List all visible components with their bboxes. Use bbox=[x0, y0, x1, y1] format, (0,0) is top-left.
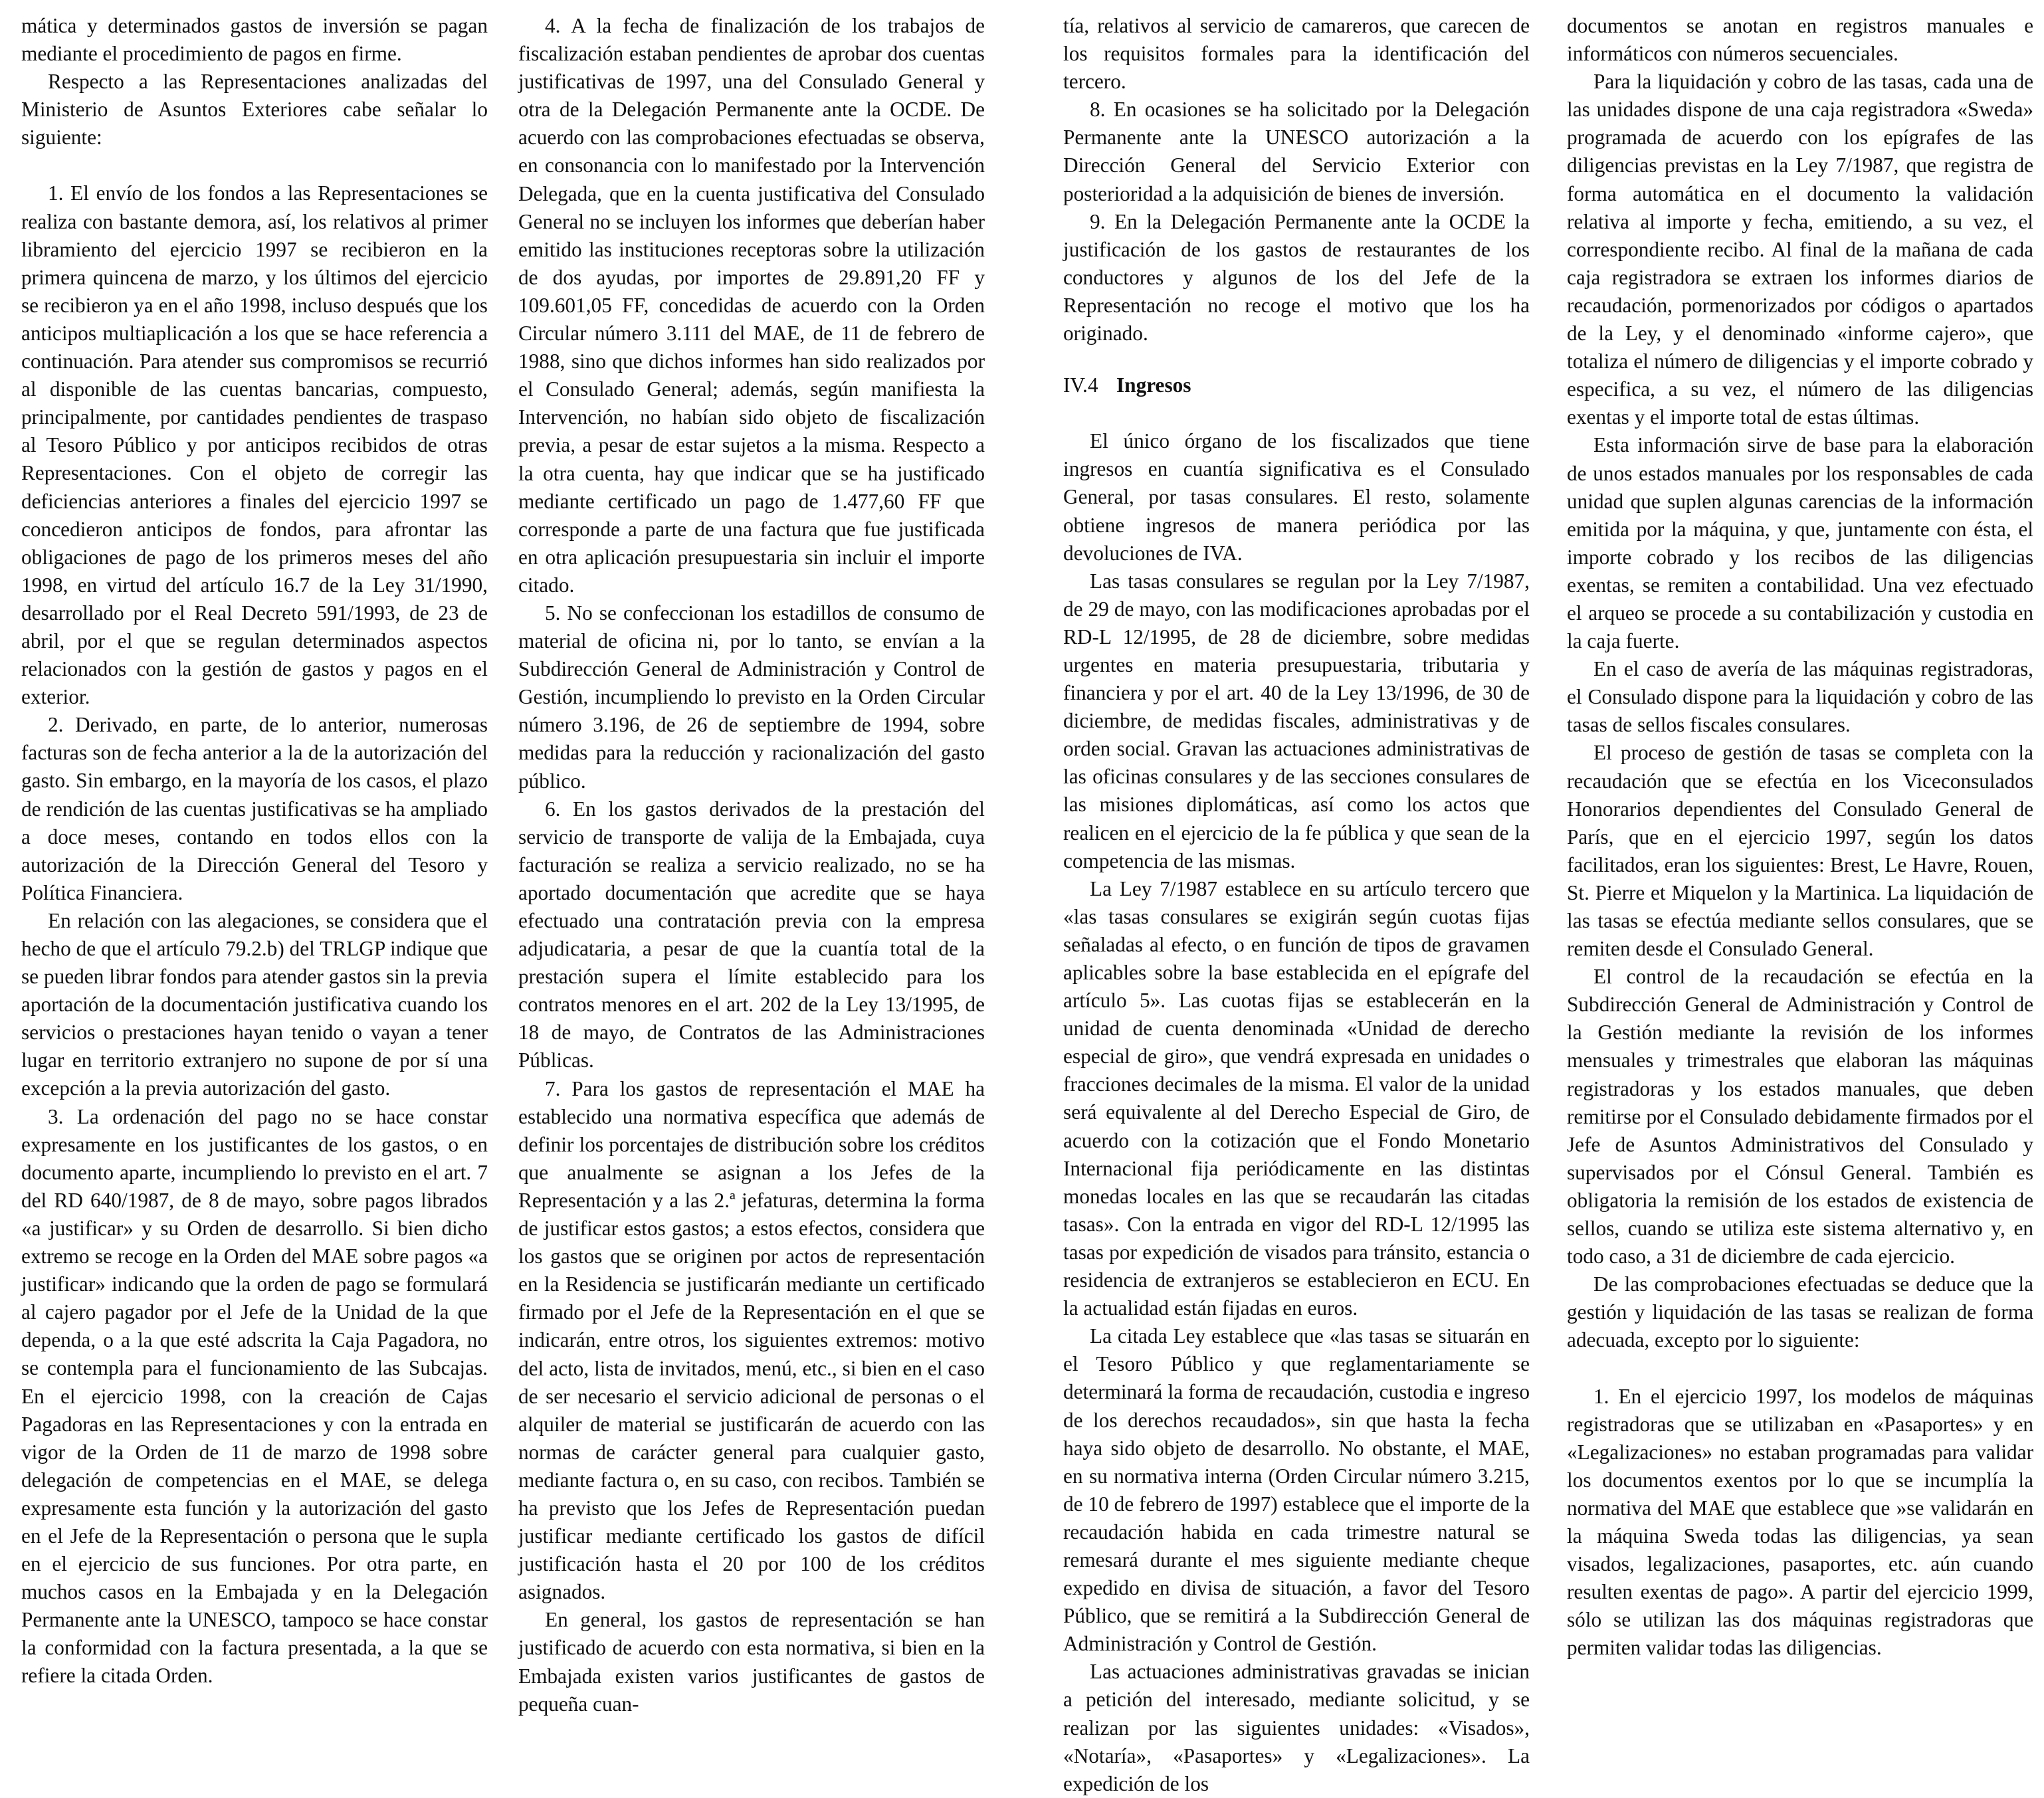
paragraph: En el caso de avería de las máquinas registradoras, el Consulado dispone para la liquidación y cobro de las tasas de sellos fiscales consulares. bbox=[1567, 657, 2033, 737]
paragraph: 3. La ordenación del pago no se hace constar expresamente en los justificantes de los gastos, o en documento aparte, incumpliendo lo previsto en el art. 7 del RD 640/1987, de 8 de mayo, sobre pagos librados «a justificar» y su Orden de desarrollo. Si bien dicho extremo se recoge en la Orden del MAE sobre pagos «a justificar» indicando que la orden de pago se formulará al cajero pagador por el Jefe de la Unidad de la que dependa, o a la que esté adscrita la Caja Pagadora, no se contempla para el funcionamiento de las Subcajas. En el ejercicio 1998, con la creación de Cajas Pagadoras en las Representaciones y con la entrada en vigor de la Orden de 11 de marzo de 1998 sobre delegación de competencias en el MAE, se delega expresamente esta función y la autorización del gasto en el Jefe de la Representación o persona que le supla en el ejercicio de sus funciones. Por otra parte, en muchos casos en la Embajada y en la Delegación Permanente ante la UNESCO, tampoco se hace constar la conformidad con la factura presentada, a la que se refiere la citada Orden. bbox=[21, 1104, 488, 1688]
paragraph: La Ley 7/1987 establece en su artículo tercero que «las tasas consulares se exigirán según cuotas fijas señaladas al efecto, o en función de tipos de gravamen aplicables sobre la base establecida en el epígrafe del artículo 5». Las cuotas fijas se establecerán en la unidad de cuenta denominada «Unidad de derecho especial de giro», que vendrá expresada en unidades o fracciones decimales de la misma. El valor de la unidad será equivalente al del Derecho Especial de Giro, de acuerdo con la cotización que el Fondo Monetario Internacional fija periódicamente en las distintas monedas locales en las que se recaudarán las citadas tasas». Con la entrada en vigor del RD-L 12/1995 las tasas por expedición de visados para tránsito, estancia o residencia de extranjeros se establecieron en ECU. En la actualidad están fijadas en euros. bbox=[1063, 876, 1530, 1320]
section-title: Ingresos bbox=[1116, 373, 1191, 397]
paragraph: La citada Ley establece que «las tasas se situarán en el Tesoro Público y que reglamentariamente se determinará la forma de recaudación, custodia e ingreso de los derechos recaudados», sin que hasta la fecha haya sido objeto de desarrollo. No obstante, el MAE, en su normativa interna (Orden Circular número 3.215, de 10 de febrero de 1997) establece que el importe de la recaudación habida en cada trimestre natural se remesará durante el mes siguiente mediante cheque expedido en divisa de situación, a favor del Tesoro Público, que se remitirá a la Subdirección General de Administración y Control de Gestión. bbox=[1063, 1324, 1530, 1656]
paragraph: Las tasas consulares se regulan por la Ley 7/1987, de 29 de mayo, con las modificaciones aprobadas por el RD-L 12/1995, de 28 de diciembre, sobre medidas urgentes en materia presupuestaria, tributaria y financiera y por el art. 40 de la Ley 13/1996, de 30 de diciembre, de medidas fiscales, administrativas y de orden social. Gravan las actuaciones administrativas de las oficinas consulares y de las secciones consulares de las misiones diplomáticas, así como los actos que realicen en el ejercicio de la fe pública y que sean de la competencia de las mismas. bbox=[1063, 569, 1530, 872]
paragraph: El proceso de gestión de tasas se completa con la recaudación que se efectúa en los Viceconsulados Honorarios dependientes del Consulado General de París, que en el ejercicio 1997, según los datos facilitados, eran los siguientes: Brest, Le Havre, Rouen, St. Pierre et Miquelon y la Martinica. La liquidación de las tasas se efectúa mediante sellos consulares, que se remiten desde el Consulado General. bbox=[1567, 741, 2033, 961]
paragraph: 8. En ocasiones se ha solicitado por la Delegación Permanente ante la UNESCO autorización a la Dirección General del Servicio Exterior con posterioridad a la adquisición de bienes de inversión. bbox=[1063, 98, 1530, 205]
column-1 bbox=[21, 12, 488, 1690]
paragraph: 1. En el ejercicio 1997, los modelos de máquinas registradoras que se utilizaban en «Pasaportes» y en «Legalizaciones» no estaban programadas para validar los documentos exentos por lo que se incumplía la normativa del MAE que establece que »se validarán en la máquina Sweda todas las diligencias, ya sean visados, legalizaciones, pasaportes, etc. aún cuando resulten exentas de pago». A partir del ejercicio 1999, sólo se utilizan las dos máquinas registradoras que permiten validar todas las diligencias. bbox=[1567, 1384, 2033, 1660]
right-page bbox=[1022, 0, 2044, 1795]
paragraph: 5. No se confeccionan los estadillos de consumo de material de oficina ni, por lo tanto, se envían a la Subdirección General de Administración y Control de Gestión, incumpliendo lo previsto en la Orden Circular número 3.196, de 26 de septiembre de 1994, sobre medidas para la reducción y racionalización del gasto público. bbox=[518, 601, 985, 793]
paragraph: 6. En los gastos derivados de la prestación del servicio de transporte de valija de la Embajada, cuya facturación se realiza a servicio realizado, no se ha aportado documentación que acredite que se haya efectuado una contratación previa con la empresa adjudicataria, a pesar de que la cuantía total de la prestación supera el límite establecido para los contratos menores en el art. 202 de la Ley 13/1995, de 18 de mayo, de Contratos de las Administraciones Públicas. bbox=[518, 797, 985, 1072]
paragraph: tía, relativos al servicio de camareros, que carecen de los requisitos formales para la identificación del tercero. bbox=[1063, 14, 1530, 94]
paragraph: 1. El envío de los fondos a las Representaciones se realiza con bastante demora, así, los relativos al primer libramiento del ejercicio 1997 se recibieron en la primera quincena de marzo, y los últimos del ejercicio se recibieron ya en el año 1998, incluso después que los anticipos multiaplicación a los que se hace referencia a continuación. Para atender sus compromisos se recurrió al disponible de las cuentas bancarias, compuesto, principalmente, por cantidades pendientes de traspaso al Tesoro Público y por anticipos recibidos de otras Representaciones. Con el objeto de corregir las deficiencias anteriores a finales del ejercicio 1997 se concedieron anticipos de fondos, para afrontar las obligaciones de pago de los primeros meses del año 1998, en virtud del artículo 16.7 de la Ley 31/1990, desarrollado por el Real Decreto 591/1993, de 23 de abril, por el que se regulan determinados aspectos relacionados con la gestión de gastos y pagos en el exterior. bbox=[21, 181, 488, 709]
paragraph: Las actuaciones administrativas gravadas se inician a petición del interesado, mediante solicitud, y se realizan por las siguientes unidades: «Visados», «Notaría», «Pasaportes» y «Legalizaciones». La expedición de los bbox=[1063, 1660, 1530, 1795]
paragraph: En general, los gastos de representación se han justificado de acuerdo con esta normativa, si bien en la Embajada existen varios justificantes de gastos de pequeña cuan- bbox=[518, 1608, 985, 1716]
paragraph: 7. Para los gastos de representación el MAE ha establecido una normativa específica que además de definir los porcentajes de distribución sobre los créditos que anualmente se asignan a los Jefes de la Representación y a las 2.ª jefaturas, determina la forma de justificar estos gastos; a estos efectos, considera que los gastos que se originen por actos de representación en la Residencia se justificarán mediante un certificado firmado por el Jefe de la Representación en el que se indicarán, entre otros, los siguientes extremos: motivo del acto, lista de invitados, menú, etc., si bien en el caso de ser necesario el servicio adicional de personas o el alquiler de material se justificarán de acuerdo con las normas de carácter general para cualquier gasto, mediante factura o, en su caso, con recibos. También se ha previsto que los Jefes de Representación puedan justificar mediante certificado los gastos de difícil justificación hasta el 20 por 100 de los créditos asignados. bbox=[518, 1076, 985, 1604]
paragraph: 4. A la fecha de finalización de los trabajos de fiscalización estaban pendientes de aprobar dos cuentas justificativas de 1997, una del Consulado General y otra de la Delegación Permanente ante la OCDE. De acuerdo con las comprobaciones efectuadas se observa, en consonancia con lo manifestado por la Intervención Delegada, que en la cuenta justificativa del Consulado General no se incluyen los informes que deberían haber emitido las instituciones receptoras sobre la utilización de dos ayudas, por importes de 29.891,20 FF y 109.601,05 FF, concedidas de acuerdo con la Orden Circular número 3.111 del MAE, de 11 de febrero de 1988, sino que dichos informes han sido realizados por el Consulado General; además, según manifiesta la Intervención, no habían sido objeto de fiscalización previa, a pesar de estar sujetos a la misma. Respecto a la otra cuenta, hay que indicar que se ha justificado mediante certificado un pago de 1.477,60 FF que corresponde a parte de una factura que fue justificada en otra aplicación presupuestaria sin incluir el importe citado. bbox=[518, 14, 985, 597]
paragraph: En relación con las alegaciones, se considera que el hecho de que el artículo 79.2.b) del TRLGP indique que se pueden librar fondos para atender gastos sin la previa aportación de la documentación justificativa cuando los servicios o prestaciones hayan tenido o vayan a tener lugar en territorio extranjero no supone de por sí una excepción a la previa autorización del gasto. bbox=[21, 908, 488, 1100]
paragraph: 2. Derivado, en parte, de lo anterior, numerosas facturas son de fecha anterior a la de la autorización del gasto. Sin embargo, en la mayoría de los casos, el plazo de rendición de las cuentas justificativas se ha ampliado a doce meses, contando en todos ellos con la autorización de la Dirección General del Tesoro y Política Financiera. bbox=[21, 713, 488, 904]
left-page bbox=[0, 0, 1022, 1716]
paragraph: Para la liquidación y cobro de las tasas, cada una de las unidades dispone de una caja registradora «Sweda» programada de acuerdo con los epígrafes de las diligencias previstas en la Ley 7/1987, que registra de forma automática en el documento la validación relativa al importe y fecha, emitiendo, a su vez, el correspondiente recibo. Al final de la mañana de cada caja registradora se extraen los informes diarios de recaudación, pormenorizados por códigos o apartados de la Ley, y el denominado «informe cajero», que totaliza el número de diligencias y el importe cobrado y especifica, a su vez, el número de las diligencias exentas y el importe total de estas últimas. bbox=[1567, 70, 2033, 429]
section-heading bbox=[1063, 371, 1530, 399]
column-3 bbox=[1063, 12, 1530, 1798]
paragraph: documentos se anotan en registros manuales e informáticos con números secuenciales. bbox=[1567, 14, 2033, 66]
paragraph: Esta información sirve de base para la elaboración de unos estados manuales por los responsables de cada unidad que suplen algunas carencias de la información emitida por la máquina, y que, juntamente con ésta, el importe cobrado y los recibos de las diligencias exentas, se remiten a contabilidad. Una vez efectuado el arqueo se procede a su contabilización y custodia en la caja fuerte. bbox=[1567, 433, 2033, 653]
paragraph: De las comprobaciones efectuadas se deduce que la gestión y liquidación de las tasas se realizan de forma adecuada, excepto por lo siguiente: bbox=[1567, 1272, 2033, 1352]
paragraph: 9. En la Delegación Permanente ante la OCDE la justificación de los gastos de restaurantes de los conductores y algunos de los del Jefe de la Representación no recoge el motivo que los ha originado. bbox=[1063, 209, 1530, 346]
paragraph: El control de la recaudación se efectúa en la Subdirección General de Administración y Control de la Gestión mediante la revisión de los informes mensuales y trimestrales que elaboran las máquinas registradoras y los estados manuales, que deben remitirse por el Consulado debidamente firmados por el Jefe de Asuntos Administrativos del Consulado y supervisados por el Cónsul General. También es obligatoria la remisión de los estados de existencia de sellos, cuando se utiliza este sistema alternativo y, en todo caso, a 31 de diciembre de cada ejercicio. bbox=[1567, 965, 2033, 1268]
column-4 bbox=[1567, 12, 2033, 1662]
column-2 bbox=[518, 12, 985, 1718]
section-number: IV.4 bbox=[1063, 373, 1098, 397]
paragraph: El único órgano de los fiscalizados que tiene ingresos en cuantía significativa es el Consulado General, por tasas consulares. El resto, solamente obtiene ingresos de manera periódica por las devoluciones de IVA. bbox=[1063, 429, 1530, 565]
paragraph: mática y determinados gastos de inversión se pagan mediante el procedimiento de pagos en firme. bbox=[21, 14, 488, 66]
paragraph: Respecto a las Representaciones analizadas del Ministerio de Asuntos Exteriores cabe señalar lo siguiente: bbox=[21, 70, 488, 150]
